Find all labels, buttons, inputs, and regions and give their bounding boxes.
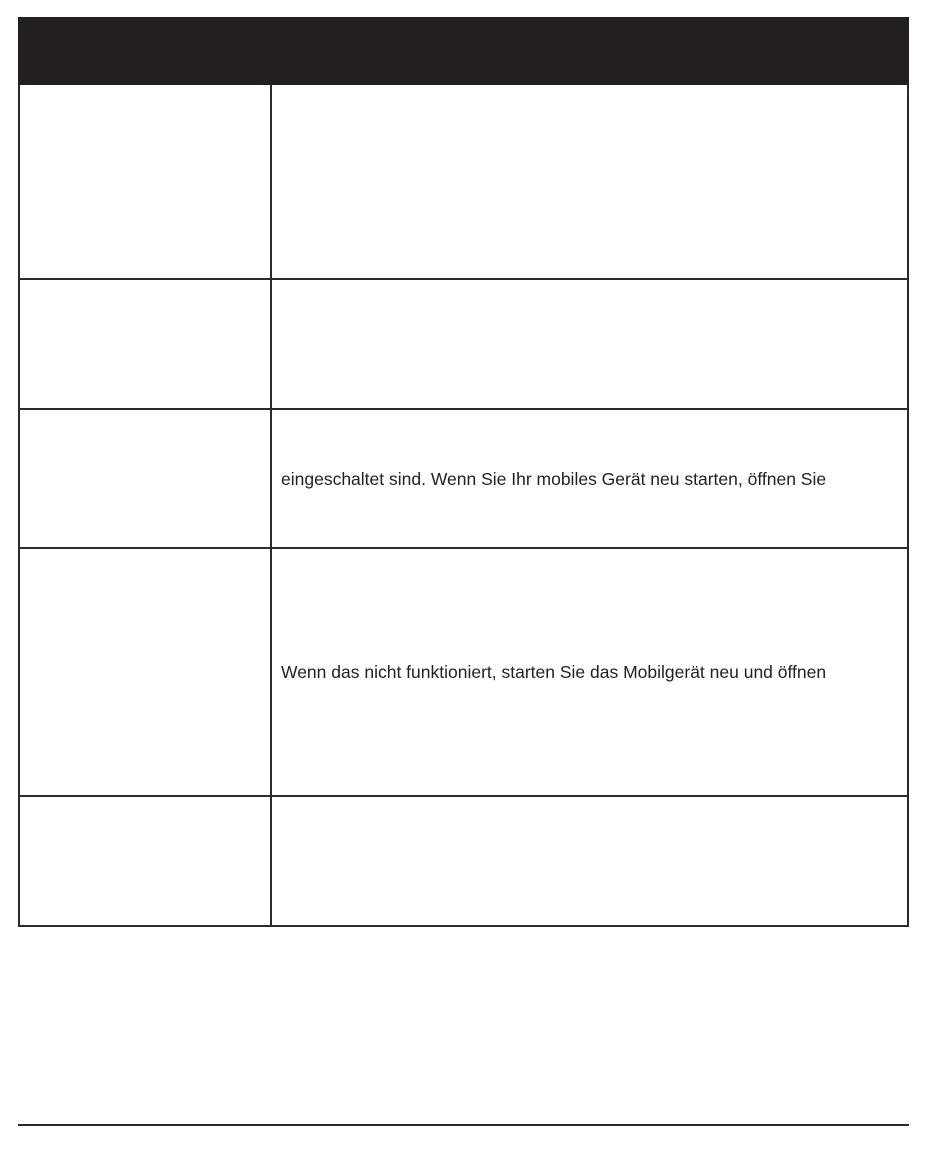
troubleshooting-table xyxy=(18,17,909,927)
table-body xyxy=(20,85,907,925)
table-row xyxy=(20,408,907,547)
footer-divider xyxy=(18,1124,909,1126)
row-content-cell xyxy=(272,85,907,278)
row-label-cell xyxy=(20,280,272,408)
table-row xyxy=(20,795,907,925)
row-label-cell xyxy=(20,410,272,547)
table-header-bar xyxy=(18,17,909,85)
row-content-cell: eingeschaltet sind. Wenn Sie Ihr mobiles Gerät neu starten, öffnen Sie xyxy=(281,468,827,489)
row-label-cell xyxy=(20,797,272,925)
table-row xyxy=(20,85,907,278)
row-label-cell xyxy=(20,549,272,795)
table-row xyxy=(20,278,907,408)
row-content-cell xyxy=(272,280,907,408)
table-row xyxy=(20,547,907,795)
row-label-cell xyxy=(20,85,272,278)
row-content-cell xyxy=(272,797,907,925)
row-content-cell: Wenn das nicht funktioniert, starten Sie das Mobilgerät neu und öffnen xyxy=(281,662,827,682)
